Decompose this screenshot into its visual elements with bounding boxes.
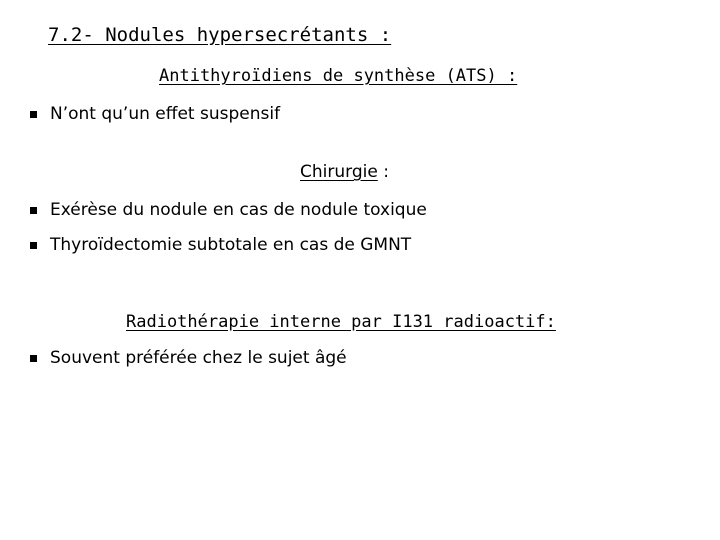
section-heading-colon: : bbox=[377, 162, 389, 182]
section-heading-ats: Antithyroïdiens de synthèse (ATS) : bbox=[159, 66, 518, 86]
bullet-icon bbox=[30, 242, 37, 249]
bullet-icon bbox=[30, 207, 37, 214]
bullet-icon bbox=[30, 355, 37, 362]
bullet-icon bbox=[30, 111, 37, 118]
section-heading-chirurgie bbox=[300, 162, 389, 182]
list-item-text: Thyroïdectomie subtotale en cas de GMNT bbox=[50, 235, 412, 255]
list-item bbox=[30, 104, 280, 124]
section-heading-label: Chirurgie bbox=[300, 162, 378, 182]
list-item bbox=[30, 348, 347, 368]
section-heading-radiotherapie: Radiothérapie interne par I131 radioactif: bbox=[126, 312, 556, 332]
list-item bbox=[30, 200, 427, 220]
slide-title: 7.2- Nodules hypersecrétants : bbox=[48, 24, 392, 46]
list-item-text: Souvent préférée chez le sujet âgé bbox=[50, 348, 347, 368]
list-item-text: Exérèse du nodule en cas de nodule toxique bbox=[50, 200, 427, 220]
list-item bbox=[30, 235, 411, 255]
list-item-text: N’ont qu’un effet suspensif bbox=[50, 104, 281, 124]
